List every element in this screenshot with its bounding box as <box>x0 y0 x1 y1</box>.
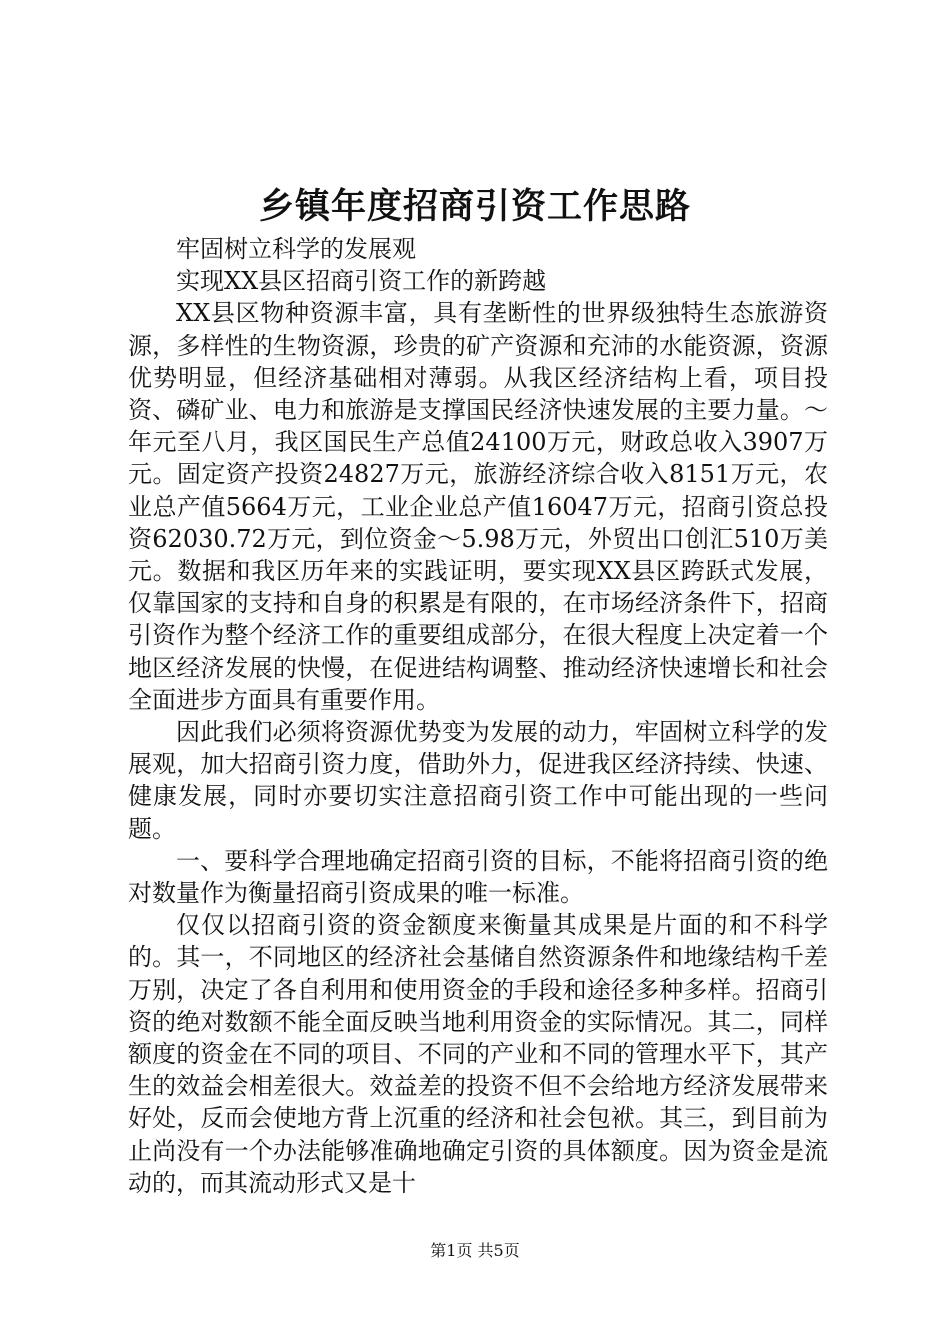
paragraph-intro: XX县区物种资源丰富，具有垄断性的世界级独特生态旅游资源，多样性的生物资源，珍贵的矿产资源和充沛的水能资源，资源优势明显，但经济基础相对薄弱。从我区经济结构上看，项目投资、磷矿业、电力和旅游是支撑国民经济快速发展的主要力量。～年元至八月，我区国民生产总值24100万元，财政总收入3907万元。固定资产投资24827万元，旅游经济综合收入8151万元，农业总产值5664万元，工业企业总产值16047万元，招商引资总投资62030.72万元，到位资金～5.98万元，外贸出口创汇510万美元。数据和我区历年来的实践证明，要实现XX县区跨跃式发展，仅靠国家的支持和自身的积累是有限的，在市场经济条件下，招商引资作为整个经济工作的重要组成部分，在很大程度上决定着一个地区经济发展的快慢，在促进结构调整、推动经济快速增长和社会全面进步方面具有重要作用。 <box>128 299 828 714</box>
paragraph-analysis: 仅仅以招商引资的资金额度来衡量其成果是片面的和不科学的。其一，不同地区的经济社会基储自然资源条件和地缘结构千差万别，决定了各自利用和使用资金的手段和途径多种多样。招商引资的绝对数额不能全面反映当地利用资金的实际情况。其二，同样额度的资金在不同的项目、不同的产业和不同的管理水平下，其产生的效益会相差很大。效益差的投资不但不会给地方经济发展带来好处，反而会使地方背上沉重的经济和社会包袱。其三，到目前为止尚没有一个办法能够准确地确定引资的具体额度。因为资金是流动的，而其流动形式又是十 <box>128 911 828 1197</box>
document-title: 乡镇年度招商引资工作思路 <box>258 186 691 227</box>
subtitle-line-2: 实现XX县区招商引资工作的新跨越 <box>176 267 547 296</box>
document-body <box>128 233 828 1199</box>
paragraph-therefore: 因此我们必须将资源优势变为发展的动力，牢固树立科学的发展观，加大招商引资力度，借助外力，促进我区经济持续、快速、健康发展，同时亦要切实注意招商引资工作中可能出现的一些问题。 <box>128 718 828 843</box>
section-heading-1: 一、要科学合理地确定招商引资的目标，不能将招商引资的绝对数量作为衡量招商引资成果的唯一标准。 <box>128 846 828 908</box>
page-number-footer: 第1页 共5页 <box>430 1241 520 1260</box>
subtitle-line-1: 牢固树立科学的发展观 <box>176 235 416 263</box>
